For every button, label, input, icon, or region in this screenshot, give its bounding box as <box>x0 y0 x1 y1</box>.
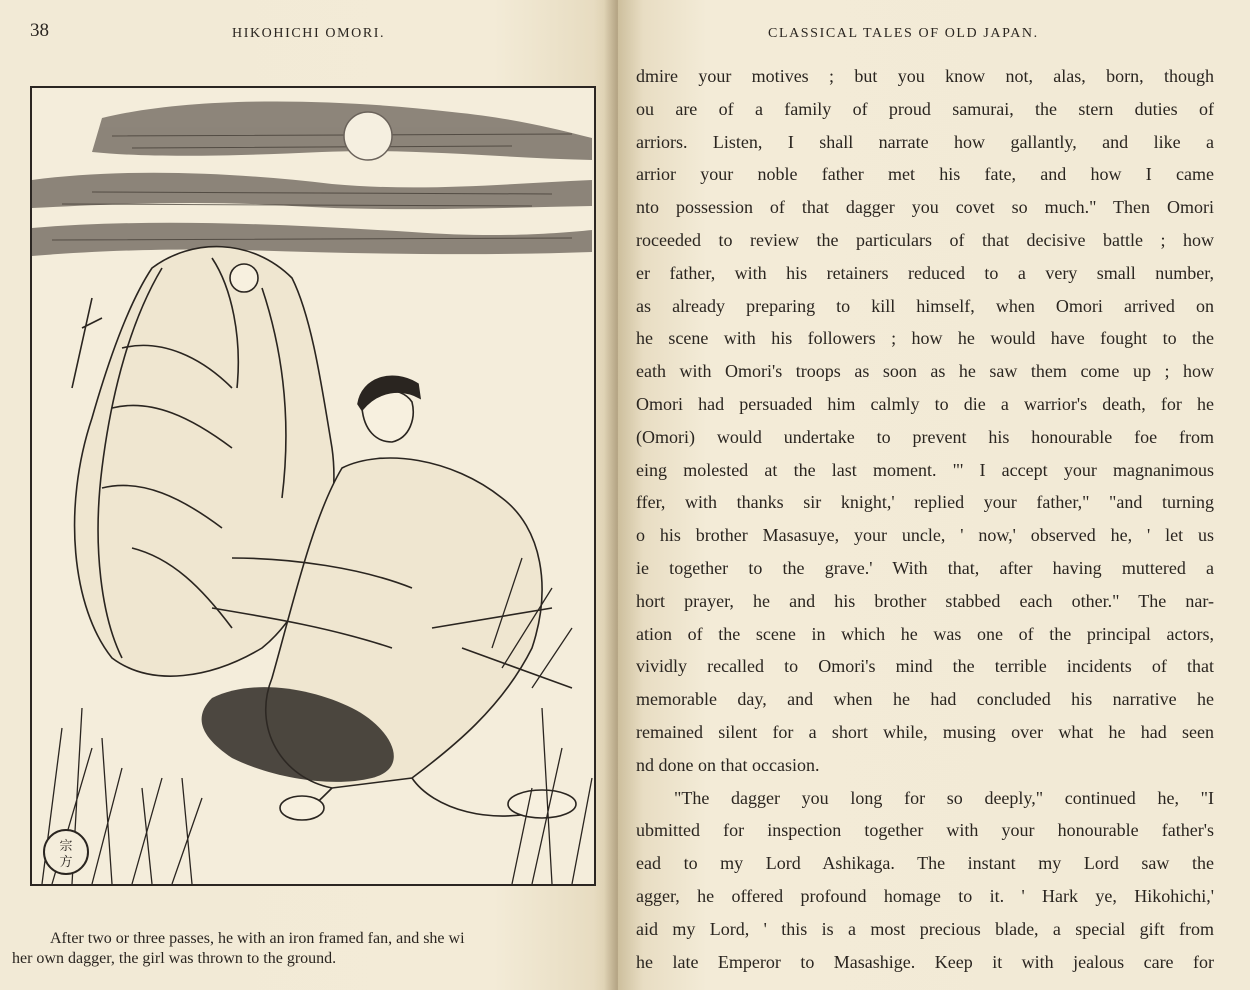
text-line: nto possession of that dagger you covet so much." Then Omori <box>636 197 1214 218</box>
cloud-bands <box>32 101 592 256</box>
text-line: eing molested at the last moment. "' I accept your magnanimous <box>636 459 1214 480</box>
text-line: as already preparing to kill himself, when Omori arrived on <box>636 295 1214 316</box>
text-line: er father, with his retainers reduced to a very small number, <box>636 262 1214 283</box>
text-line: eath with Omori's troops as soon as he saw them come up ; how <box>636 361 1214 382</box>
text-line: ead to my Lord Ashikaga. The instant my Lord saw the <box>636 853 1214 874</box>
caption-line: After two or three passes, he with an iron framed fan, and she wi <box>50 930 465 947</box>
text-line: nd done on that occasion. <box>636 754 820 775</box>
moon-icon <box>344 112 392 160</box>
caption-line: her own dagger, the girl was thrown to the ground. <box>12 950 337 967</box>
text-line: memorable day, and when he had concluded his narrative he <box>636 689 1214 710</box>
illustration-caption <box>12 929 608 969</box>
svg-text:方: 方 <box>59 855 73 870</box>
text-line: dmire your motives ; but you know not, alas, born, though <box>636 66 1214 86</box>
svg-text:宗: 宗 <box>59 839 73 854</box>
text-line: o his brother Masasuye, your uncle, ' now,' observed he, ' let us <box>636 525 1214 546</box>
text-line: ie together to the grave.' With that, after having muttered a <box>636 557 1214 578</box>
running-head-right: CLASSICAL TALES OF OLD JAPAN. <box>768 26 1039 41</box>
text-line: (Omori) would undertake to prevent his honourable foe from <box>636 426 1214 447</box>
text-line: hort prayer, he and his brother stabbed each other." The nar- <box>636 590 1214 611</box>
text-line: ation of the scene in which he was one of the principal actors, <box>636 623 1214 644</box>
text-line: roceeded to review the particulars of that decisive battle ; how <box>636 229 1214 250</box>
artist-seal <box>44 830 88 874</box>
text-line: ubmitted for inspection together with your honourable father's <box>636 820 1214 841</box>
illustration-drawing <box>32 88 594 884</box>
text-line: he scene with his followers ; how he would have fought to the <box>636 328 1214 349</box>
running-head-left: HIKOHICHI OMORI. <box>232 26 386 41</box>
right-page <box>618 0 1250 990</box>
text-line: ou are of a family of proud samurai, the stern duties of <box>636 98 1214 119</box>
text-line: agger, he offered profound homage to it. ' Hark ye, Hikohichi,' <box>636 885 1214 906</box>
text-line: arriors. Listen, I shall narrate how gallantly, and like a <box>636 131 1214 152</box>
woodblock-illustration <box>30 86 596 886</box>
body-text <box>636 60 1214 978</box>
text-line: he late Emperor to Masashige. Keep it with jealous care for <box>636 951 1214 972</box>
text-line: arrior your noble father met his fate, and how I came <box>636 164 1214 185</box>
text-line: "The dagger you long for so deeply," continued he, "I <box>674 787 1214 808</box>
text-line: Omori had persuaded him calmly to die a warrior's death, for he <box>636 393 1214 414</box>
text-line: vividly recalled to Omori's mind the terrible incidents of that <box>636 656 1214 677</box>
page-number: 38 <box>30 20 49 41</box>
text-line: aid my Lord, ' this is a most precious blade, a special gift from <box>636 918 1214 939</box>
left-page <box>0 0 618 990</box>
text-line: ffer, with thanks sir knight,' replied your father," "and turning <box>636 492 1214 513</box>
text-line: remained silent for a short while, musing over what he had seen <box>636 721 1214 742</box>
